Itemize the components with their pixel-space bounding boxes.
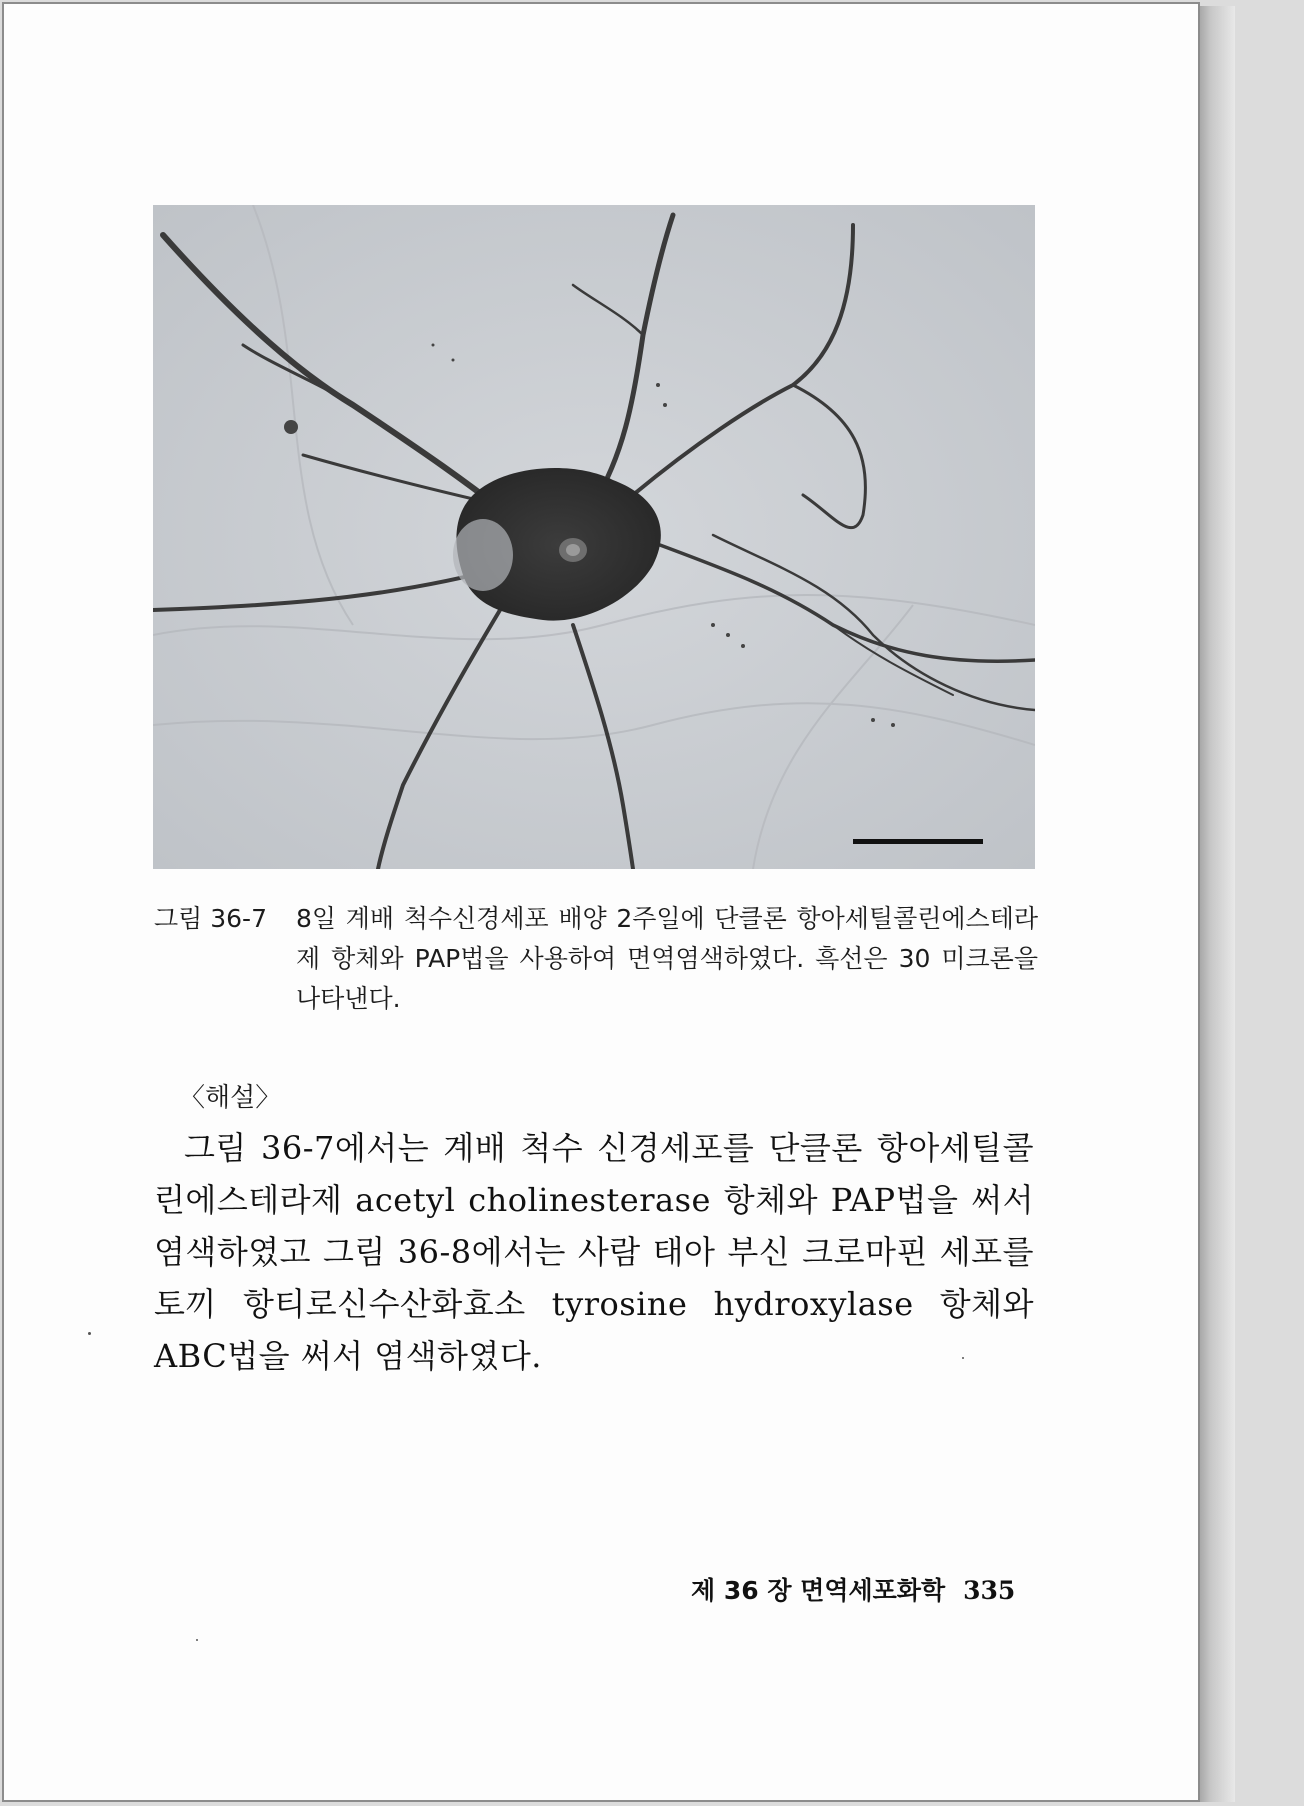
running-footer bbox=[691, 1571, 1015, 1607]
page-number: 335 bbox=[963, 1576, 1016, 1605]
dust-speck bbox=[962, 1357, 964, 1359]
chapter-title: 제 36 장 면역세포화학 bbox=[691, 1576, 946, 1605]
neuron-micrograph bbox=[153, 205, 1035, 869]
figure-caption-text: 8일 계배 척수신경세포 배양 2주일에 단클론 항아세틸콜린에스테라제 항체와 PAP법을 사용하여 면역염색하였다. 흑선은 30 미크론을 나타낸다. bbox=[296, 904, 1038, 1013]
book-page bbox=[2, 2, 1200, 1802]
section-heading: 〈해설〉 bbox=[179, 1083, 282, 1113]
body-paragraph: 그림 36-7에서는 계배 척수 신경세포를 단클론 항아세틸콜린에스테라제 acetyl cholinesterase 항체와 PAP법을 써서 염색하였고 그림 36-8에서는 사람 태아 부신 크로마핀 세포를 토끼 항티로신수산화효소 tyrosine hydroxylase 항체와 ABC법을 써서 염색하였다. bbox=[154, 1129, 1034, 1375]
figure-label: 그림 36-7 bbox=[154, 904, 267, 933]
dust-speck bbox=[196, 1639, 198, 1641]
page-edge-shadow bbox=[1195, 6, 1235, 1802]
figure-caption bbox=[154, 899, 1044, 1019]
dust-speck bbox=[88, 1332, 91, 1335]
